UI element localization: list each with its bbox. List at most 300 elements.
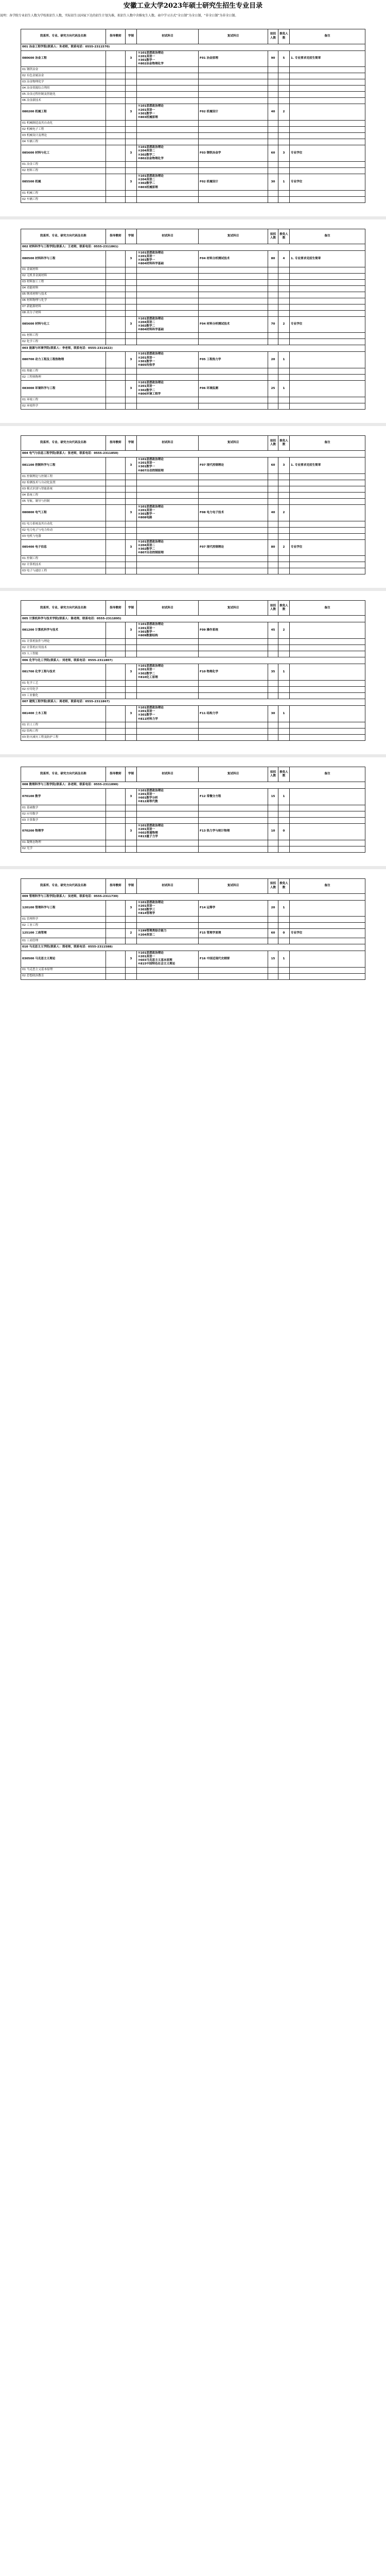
catalog-sheet — [0, 866, 386, 993]
retest-subjects: F16 中国近现代史纲要 — [199, 951, 268, 967]
empty-cell — [268, 498, 278, 504]
empty-cell — [106, 368, 126, 375]
direction-name: 03 电机与电器 — [21, 533, 106, 539]
empty-cell — [278, 310, 290, 316]
empty-cell — [137, 333, 199, 339]
empty-cell — [106, 568, 126, 574]
column-header: 拟招人数 — [268, 229, 278, 244]
major-name: 080800 电气工程 — [21, 504, 106, 521]
empty-cell — [268, 339, 278, 345]
exempt-count: 0 — [278, 929, 290, 938]
empty-cell — [126, 190, 137, 196]
empty-cell — [199, 267, 268, 273]
direction-name: 01 控制理论与控制工程 — [21, 473, 106, 480]
major-row — [21, 250, 365, 267]
empty-cell — [106, 938, 126, 944]
remark — [290, 381, 365, 397]
empty-cell — [106, 473, 126, 480]
retest-subjects: F15 管理学原理 — [199, 929, 268, 938]
exam-subjects: ①101思想政治理论 ②201英语一 ③301数学一 ④809数据结构 — [137, 622, 199, 639]
empty-cell — [278, 86, 290, 92]
empty-cell — [199, 923, 268, 929]
major-name: 120100 管理科学与工程 — [21, 900, 106, 917]
empty-cell — [126, 368, 137, 375]
empty-cell — [106, 556, 126, 562]
empty-cell — [199, 298, 268, 304]
empty-cell — [199, 734, 268, 740]
empty-cell — [137, 681, 199, 687]
remark: 专业学位 — [290, 316, 365, 333]
table-header-row — [21, 878, 365, 893]
empty-cell — [268, 279, 278, 285]
empty-cell — [126, 273, 137, 279]
empty-cell — [268, 98, 278, 104]
exempt-count: 2 — [278, 539, 290, 556]
empty-cell — [126, 375, 137, 381]
column-header: 备注 — [290, 878, 365, 893]
empty-cell — [199, 273, 268, 279]
catalog-sheet — [0, 588, 386, 754]
empty-cell — [126, 492, 137, 498]
direction-row — [21, 121, 365, 127]
empty-cell — [126, 645, 137, 651]
enrollment-count: 20 — [268, 900, 278, 917]
empty-cell — [268, 304, 278, 310]
major-row — [21, 50, 365, 67]
remark: 专业学位 — [290, 539, 365, 556]
direction-name: 05 导航、制导与控制 — [21, 498, 106, 504]
direction-row — [21, 938, 365, 944]
direction-row — [21, 734, 365, 740]
empty-cell — [290, 67, 365, 73]
empty-cell — [106, 805, 126, 811]
direction-row — [21, 161, 365, 167]
empty-cell — [106, 728, 126, 734]
retest-subjects: F01 冶金原理 — [199, 50, 268, 67]
empty-cell — [199, 639, 268, 645]
empty-cell — [126, 473, 137, 480]
direction-row — [21, 556, 365, 562]
retest-subjects: F05 工程热力学 — [199, 352, 268, 368]
study-length: 3 — [126, 457, 137, 474]
exam-subjects: ①101思想政治理论 ②201英语一 ③301数学一 ④803机械原理 — [137, 104, 199, 121]
tutor-cell — [106, 664, 126, 681]
empty-cell — [278, 298, 290, 304]
empty-cell — [106, 687, 126, 693]
empty-cell — [199, 403, 268, 410]
empty-cell — [278, 568, 290, 574]
empty-cell — [199, 292, 268, 298]
empty-cell — [137, 79, 199, 86]
direction-row — [21, 846, 365, 852]
empty-cell — [278, 938, 290, 944]
retest-subjects: F03 钢铁冶金学 — [199, 145, 268, 162]
empty-cell — [137, 73, 199, 79]
column-header: 拟招人数 — [268, 767, 278, 782]
catalog-sheet — [0, 754, 386, 866]
column-header: 指导教师 — [106, 436, 126, 451]
enrollment-count: 90 — [268, 50, 278, 67]
tutor-cell — [106, 250, 126, 267]
empty-cell — [199, 98, 268, 104]
empty-cell — [278, 279, 290, 285]
empty-cell — [278, 562, 290, 568]
enrollment-count: 15 — [268, 788, 278, 805]
major-name: 081700 化学工程与技术 — [21, 664, 106, 681]
tutor-cell — [106, 900, 126, 917]
major-row — [21, 951, 365, 967]
major-row — [21, 900, 365, 917]
empty-cell — [137, 486, 199, 492]
empty-cell — [199, 139, 268, 145]
empty-cell — [106, 651, 126, 657]
catalog-table — [21, 767, 365, 853]
empty-cell — [268, 651, 278, 657]
empty-cell — [268, 480, 278, 486]
empty-cell — [137, 98, 199, 104]
empty-cell — [290, 127, 365, 133]
empty-cell — [199, 127, 268, 133]
empty-cell — [126, 304, 137, 310]
direction-row — [21, 127, 365, 133]
direction-name: 05 纳米材料与技术 — [21, 292, 106, 298]
direction-row — [21, 817, 365, 823]
exam-subjects: ①101思想政治理论 ②204英语二 ③302数学二 ④803机械原理 — [137, 174, 199, 190]
empty-cell — [106, 67, 126, 73]
exempt-count: 1 — [278, 352, 290, 368]
direction-name: 03 防灾减灾工程及防护工程 — [21, 734, 106, 740]
empty-cell — [199, 840, 268, 846]
major-name: 125100 工商管理 — [21, 929, 106, 938]
table-header-row — [21, 229, 365, 244]
empty-cell — [290, 734, 365, 740]
major-row — [21, 316, 365, 333]
empty-cell — [106, 167, 126, 174]
empty-cell — [290, 368, 365, 375]
empty-cell — [278, 533, 290, 539]
column-header: 拟招人数 — [268, 601, 278, 616]
enrollment-count: 80 — [268, 539, 278, 556]
empty-cell — [126, 967, 137, 973]
tutor-cell — [106, 352, 126, 368]
direction-row — [21, 79, 365, 86]
direction-name: 01 机械制造及其自动化 — [21, 121, 106, 127]
study-length: 3 — [126, 823, 137, 840]
empty-cell — [106, 923, 126, 929]
empty-cell — [278, 267, 290, 273]
catalog-sheet — [0, 21, 386, 216]
empty-cell — [278, 734, 290, 740]
empty-cell — [126, 92, 137, 98]
enrollment-count: 60 — [268, 145, 278, 162]
empty-cell — [137, 562, 199, 568]
column-header: 院系所、专业、研究方向代码及名称 — [21, 436, 106, 451]
empty-cell — [268, 273, 278, 279]
direction-name: 04 车辆工程 — [21, 139, 106, 145]
retest-subjects: F08 电力电子技术 — [199, 504, 268, 521]
empty-cell — [268, 923, 278, 929]
empty-cell — [290, 310, 365, 316]
study-length: 3 — [126, 352, 137, 368]
major-name: 081200 计算机科学与技术 — [21, 622, 106, 639]
empty-cell — [278, 521, 290, 527]
empty-cell — [268, 568, 278, 574]
empty-cell — [126, 403, 137, 410]
empty-cell — [126, 139, 137, 145]
empty-cell — [268, 722, 278, 728]
catalog-sheet — [0, 423, 386, 588]
direction-row — [21, 86, 365, 92]
empty-cell — [199, 368, 268, 375]
empty-cell — [290, 473, 365, 480]
exam-subjects: ①101思想政治理论 ②201英语一 ③602普通物理 ④813量子力学 — [137, 823, 199, 840]
retest-subjects: F06 环境监测 — [199, 381, 268, 397]
empty-cell — [137, 292, 199, 298]
empty-cell — [290, 533, 365, 539]
empty-cell — [290, 938, 365, 944]
direction-row — [21, 310, 365, 316]
college-row — [21, 345, 365, 352]
direction-name: 02 材料工程 — [21, 167, 106, 174]
retest-subjects: F10 物理化学 — [199, 664, 268, 681]
empty-cell — [268, 527, 278, 533]
tutor-cell — [106, 174, 126, 190]
empty-cell — [268, 486, 278, 492]
remark — [290, 706, 365, 722]
empty-cell — [278, 73, 290, 79]
empty-cell — [268, 167, 278, 174]
empty-cell — [126, 527, 137, 533]
empty-cell — [290, 527, 365, 533]
empty-cell — [278, 486, 290, 492]
empty-cell — [268, 967, 278, 973]
direction-row — [21, 267, 365, 273]
empty-cell — [268, 133, 278, 139]
empty-cell — [278, 817, 290, 823]
direction-name: 02 光学 — [21, 846, 106, 852]
college-row — [21, 699, 365, 706]
empty-cell — [106, 846, 126, 852]
remark: 1. 专业要求见招生简章 — [290, 250, 365, 267]
empty-cell — [199, 67, 268, 73]
column-header: 指导教师 — [106, 229, 126, 244]
enrollment-count: 45 — [268, 622, 278, 639]
remark — [290, 900, 365, 917]
tutor-cell — [106, 504, 126, 521]
study-length: 3 — [126, 622, 137, 639]
empty-cell — [126, 846, 137, 852]
empty-cell — [126, 161, 137, 167]
empty-cell — [137, 805, 199, 811]
tutor-cell — [106, 104, 126, 121]
tutor-cell — [106, 145, 126, 162]
enrollment-count: 25 — [268, 381, 278, 397]
column-header: 拟招人数 — [268, 436, 278, 451]
exam-subjects: ①101思想政治理论 ②204英语二 ③302数学二 ④802冶金物理化学 — [137, 145, 199, 162]
tutor-cell — [106, 951, 126, 967]
direction-name: 02 应用化学 — [21, 687, 106, 693]
empty-cell — [126, 486, 137, 492]
remark — [290, 951, 365, 967]
remark — [290, 504, 365, 521]
empty-cell — [106, 127, 126, 133]
direction-name: 07 新能源材料 — [21, 304, 106, 310]
empty-cell — [199, 79, 268, 86]
column-header: 备注 — [290, 436, 365, 451]
empty-cell — [278, 687, 290, 693]
exam-subjects: ①101思想政治理论 ②204英语二 ③302数学二 ④804材料科学基础 — [137, 316, 199, 333]
exam-subjects: ①101思想政治理论 ②201英语一 ③301数学一 ④808电路 — [137, 504, 199, 521]
direction-row — [21, 273, 365, 279]
column-header: 初试科目 — [137, 601, 199, 616]
direction-name: 04 系统工程 — [21, 492, 106, 498]
empty-cell — [290, 687, 365, 693]
enrollment-count: 60 — [268, 457, 278, 474]
empty-cell — [278, 722, 290, 728]
empty-cell — [106, 121, 126, 127]
column-header: 初试科目 — [137, 436, 199, 451]
empty-cell — [278, 127, 290, 133]
column-header: 复试科目 — [199, 229, 268, 244]
empty-cell — [268, 267, 278, 273]
exam-subjects: ①101思想政治理论 ②201英语一 ③303数学三 ④814管理学 — [137, 900, 199, 917]
empty-cell — [290, 480, 365, 486]
major-row — [21, 104, 365, 121]
direction-name: 02 有色金属冶金 — [21, 73, 106, 79]
empty-cell — [268, 285, 278, 292]
empty-cell — [268, 973, 278, 979]
enrollment-count: 15 — [268, 951, 278, 967]
college-name: 004 电气与信息工程学院(联系人：张老师，联系电话：0555-2311850) — [21, 451, 365, 457]
empty-cell — [268, 73, 278, 79]
empty-cell — [278, 645, 290, 651]
empty-cell — [290, 339, 365, 345]
catalog-table — [21, 229, 365, 410]
empty-cell — [137, 139, 199, 145]
column-header: 指导教师 — [106, 878, 126, 893]
column-header: 推免人数 — [278, 29, 290, 44]
major-name: 081400 土木工程 — [21, 706, 106, 722]
empty-cell — [199, 805, 268, 811]
empty-cell — [278, 917, 290, 923]
tutor-cell — [106, 929, 126, 938]
table-header-row — [21, 29, 365, 44]
empty-cell — [137, 817, 199, 823]
empty-cell — [137, 196, 199, 202]
exam-subjects: ①101思想政治理论 ②201英语一 ③301数学一 ④807自动控制原理 — [137, 457, 199, 474]
direction-row — [21, 681, 365, 687]
empty-cell — [290, 840, 365, 846]
empty-cell — [106, 79, 126, 86]
direction-name: 06 材料物理与化学 — [21, 298, 106, 304]
empty-cell — [137, 811, 199, 817]
college-row — [21, 657, 365, 664]
college-name: 005 计算机科学与技术学院(联系人：陈老师，联系电话：0555-2311895) — [21, 616, 365, 622]
exempt-count: 1 — [278, 381, 290, 397]
empty-cell — [278, 639, 290, 645]
direction-name: 01 材料工程 — [21, 333, 106, 339]
empty-cell — [126, 687, 137, 693]
enrollment-count: 10 — [268, 823, 278, 840]
empty-cell — [106, 92, 126, 98]
empty-cell — [137, 473, 199, 480]
study-length: 3 — [126, 145, 137, 162]
major-row — [21, 174, 365, 190]
direction-name: 03 机械设计及理论 — [21, 133, 106, 139]
catalog-sheet — [0, 216, 386, 423]
direction-row — [21, 67, 365, 73]
empty-cell — [137, 492, 199, 498]
empty-cell — [106, 917, 126, 923]
empty-cell — [199, 846, 268, 852]
direction-name: 01 环境工程 — [21, 397, 106, 403]
column-header: 院系所、专业、研究方向代码及名称 — [21, 767, 106, 782]
direction-name: 02 结构工程 — [21, 728, 106, 734]
direction-name: 02 检测技术与自动化装置 — [21, 480, 106, 486]
empty-cell — [268, 161, 278, 167]
direction-row — [21, 568, 365, 574]
empty-cell — [137, 967, 199, 973]
retest-subjects: F02 机械设计 — [199, 104, 268, 121]
exam-subjects: ①101思想政治理论 ②201英语一 ③301数学一 ④811材料力学 — [137, 706, 199, 722]
empty-cell — [278, 292, 290, 298]
empty-cell — [137, 67, 199, 73]
empty-cell — [278, 967, 290, 973]
empty-cell — [137, 121, 199, 127]
empty-cell — [268, 397, 278, 403]
direction-name: 02 工业工程 — [21, 923, 106, 929]
direction-row — [21, 917, 365, 923]
column-header: 推免人数 — [278, 436, 290, 451]
empty-cell — [278, 333, 290, 339]
empty-cell — [268, 127, 278, 133]
tutor-cell — [106, 457, 126, 474]
college-row — [21, 244, 365, 250]
empty-cell — [137, 521, 199, 527]
empty-cell — [290, 397, 365, 403]
empty-cell — [106, 486, 126, 492]
direction-row — [21, 805, 365, 811]
exempt-count: 3 — [278, 145, 290, 162]
empty-cell — [290, 333, 365, 339]
empty-cell — [106, 298, 126, 304]
empty-cell — [137, 556, 199, 562]
empty-cell — [290, 167, 365, 174]
college-name: 007 建筑工程学院(联系人：周老师，联系电话：0555-2311867) — [21, 699, 365, 706]
direction-row — [21, 133, 365, 139]
direction-row — [21, 693, 365, 699]
direction-name: 01 马克思主义基本原理 — [21, 967, 106, 973]
direction-row — [21, 333, 365, 339]
empty-cell — [199, 817, 268, 823]
column-header: 学制 — [126, 767, 137, 782]
empty-cell — [278, 693, 290, 699]
column-header: 初试科目 — [137, 29, 199, 44]
retest-subjects: F02 机械设计 — [199, 174, 268, 190]
major-row — [21, 706, 365, 722]
study-length: 3 — [126, 539, 137, 556]
empty-cell — [137, 923, 199, 929]
empty-cell — [126, 722, 137, 728]
empty-cell — [106, 722, 126, 728]
empty-cell — [290, 486, 365, 492]
direction-name: 01 化学工艺 — [21, 681, 106, 687]
empty-cell — [106, 190, 126, 196]
empty-cell — [106, 403, 126, 410]
major-name: 085600 材料与化工 — [21, 145, 106, 162]
empty-cell — [199, 681, 268, 687]
empty-cell — [268, 86, 278, 92]
